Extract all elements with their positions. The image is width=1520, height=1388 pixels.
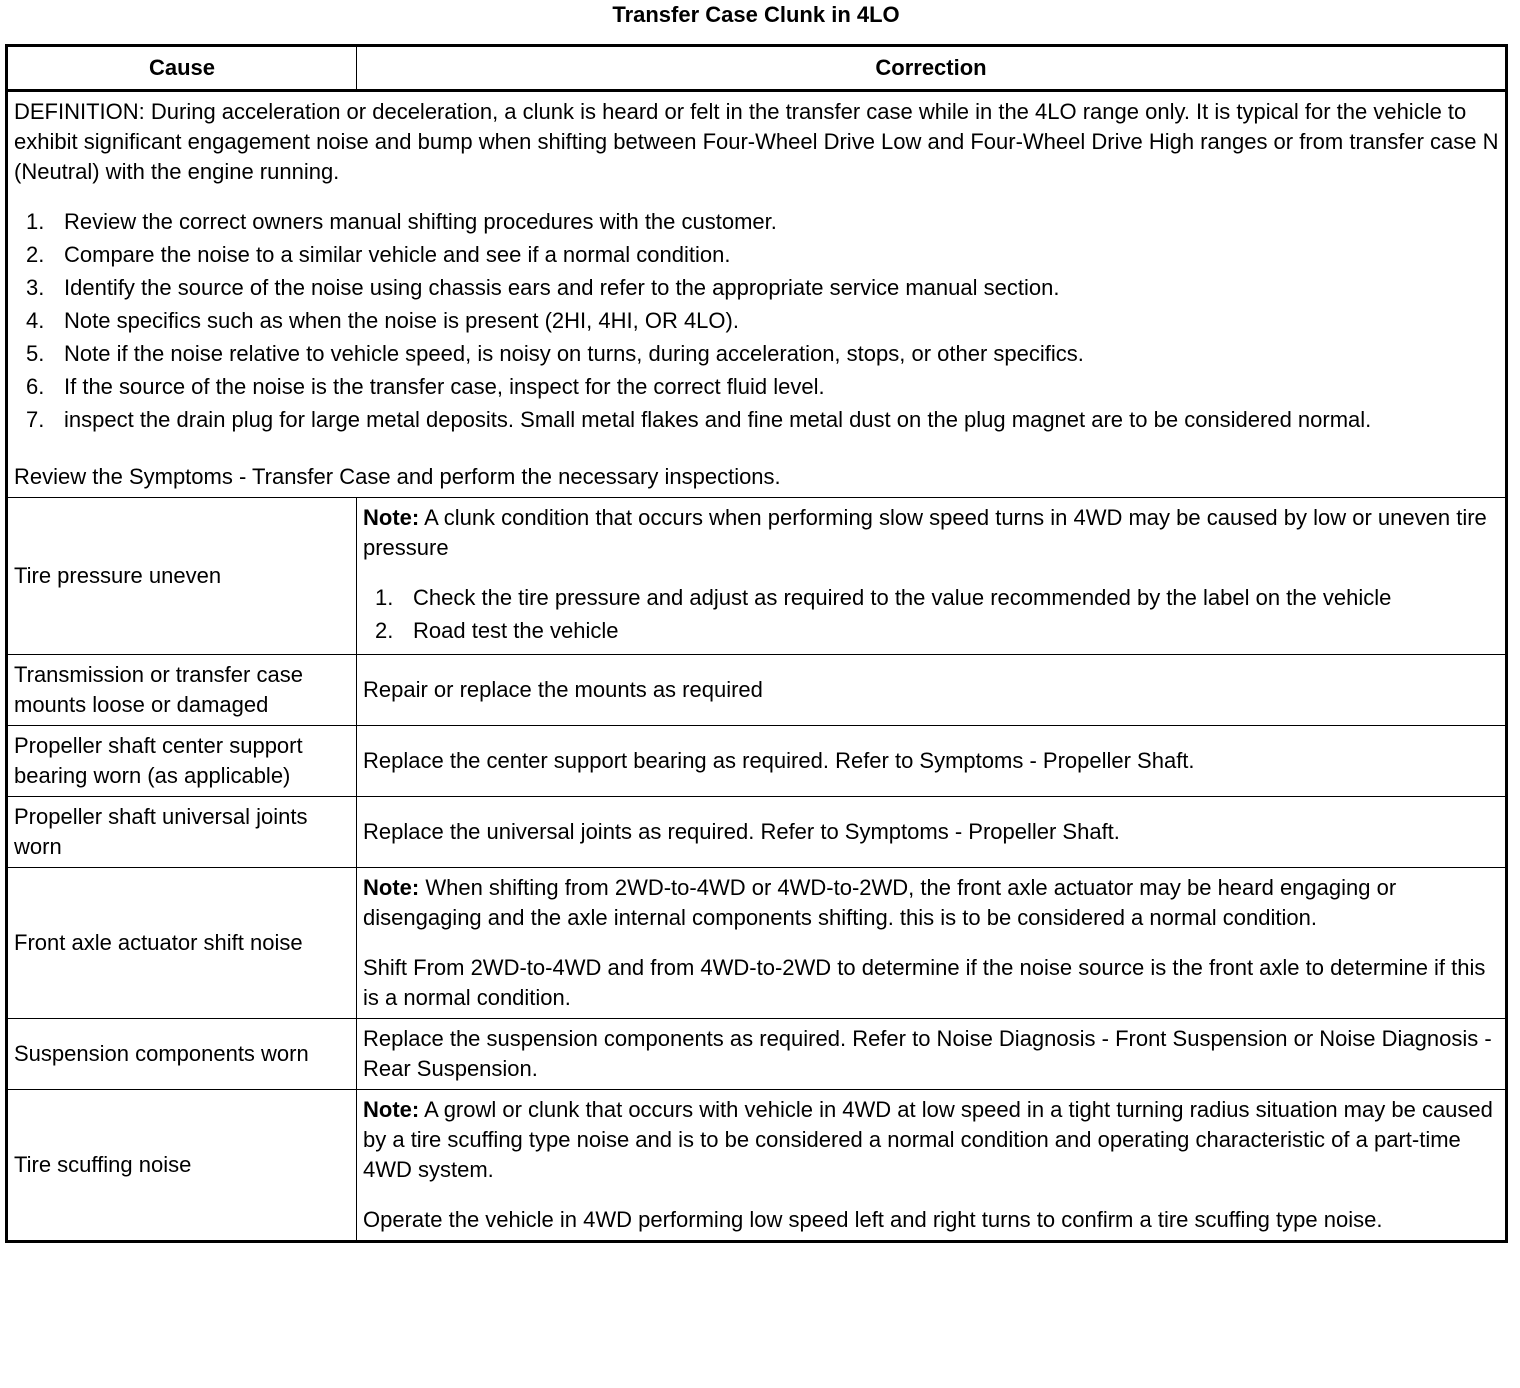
- table-row: [7, 726, 1507, 797]
- cause-cell: Front axle actuator shift noise: [7, 868, 357, 1019]
- list-item: 1. Check the tire pressure and adjust as required to the value recommended by the label on the vehicle: [375, 585, 1392, 610]
- list-item: 7. inspect the drain plug for large metal deposits. Small metal flakes and fine metal dust on the plug magnet are to be considered normal.: [26, 407, 1372, 432]
- definition-text: DEFINITION: During acceleration or deceleration, a clunk is heard or felt in the transfer case while in the 4LO range only. It is typical for the vehicle to exhibit significant engagement noise and bump when shifting between Four-Wheel Drive Low and Four-Wheel Drive High ranges or from transfer case N (Neutral) with the engine running.: [14, 99, 1499, 184]
- note-text: Note: A growl or clunk that occurs with vehicle in 4WD at low speed in a tight turning radius situation may be caused by a tire scuffing type noise and is to be considered a normal condition and operating characteristic of a part-time 4WD system.: [363, 1097, 1493, 1182]
- table-row: [7, 1019, 1507, 1090]
- page-title: Transfer Case Clunk in 4LO: [612, 2, 900, 27]
- cause-cell: Transmission or transfer case mounts loose or damaged: [7, 655, 357, 726]
- note-text: Note: A clunk condition that occurs when performing slow speed turns in 4WD may be caused by low or uneven tire pressure: [363, 505, 1487, 560]
- table-header-row: [7, 46, 1507, 91]
- definition-cell: [7, 91, 1507, 498]
- diagnosis-table: [5, 44, 1508, 1243]
- list-item: 3. Identify the source of the noise using chassis ears and refer to the appropriate service manual section.: [26, 275, 1060, 300]
- correction-cell: Replace the suspension components as required. Refer to Noise Diagnosis - Front Suspension or Noise Diagnosis - Rear Suspension.: [357, 1019, 1507, 1090]
- table-row: [7, 1090, 1507, 1242]
- list-item: 2. Compare the noise to a similar vehicle and see if a normal condition.: [26, 242, 731, 267]
- definition-footer: Review the Symptoms - Transfer Case and perform the necessary inspections.: [14, 464, 781, 489]
- definition-steps: [14, 207, 1499, 435]
- definition-row: [7, 91, 1507, 498]
- cause-cell: Tire scuffing noise: [7, 1090, 357, 1242]
- correction-cell: [357, 868, 1507, 1019]
- cause-cell: Propeller shaft universal joints worn: [7, 797, 357, 868]
- cause-cell: Propeller shaft center support bearing worn (as applicable): [7, 726, 357, 797]
- correction-steps: [363, 583, 1499, 646]
- list-item: 4. Note specifics such as when the noise is present (2HI, 4HI, OR 4LO).: [26, 308, 739, 333]
- correction-cell: [357, 1090, 1507, 1242]
- list-item: 2. Road test the vehicle: [375, 618, 619, 643]
- note-label: Note:: [363, 1097, 420, 1122]
- correction-text: Operate the vehicle in 4WD performing low speed left and right turns to confirm a tire scuffing type noise.: [363, 1207, 1383, 1232]
- correction-cell: Replace the universal joints as required. Refer to Symptoms - Propeller Shaft.: [357, 797, 1507, 868]
- correction-text: Shift From 2WD-to-4WD and from 4WD-to-2WD to determine if the noise source is the front axle to determine if this is a normal condition.: [363, 955, 1486, 1010]
- table-row: [7, 868, 1507, 1019]
- note-label: Note:: [363, 505, 420, 530]
- cause-header: Cause: [7, 46, 357, 91]
- correction-cell: Repair or replace the mounts as required: [357, 655, 1507, 726]
- cause-cell: Tire pressure uneven: [7, 498, 357, 655]
- list-item: 1. Review the correct owners manual shifting procedures with the customer.: [26, 209, 777, 234]
- cause-cell: Suspension components worn: [7, 1019, 357, 1090]
- table-row: [7, 797, 1507, 868]
- list-item: 6. If the source of the noise is the transfer case, inspect for the correct fluid level.: [26, 374, 825, 399]
- note-label: Note:: [363, 875, 420, 900]
- correction-header: Correction: [357, 46, 1507, 91]
- list-item: 5. Note if the noise relative to vehicle speed, is noisy on turns, during acceleration, stops, or other specifics.: [26, 341, 1084, 366]
- correction-cell: [357, 498, 1507, 655]
- correction-cell: Replace the center support bearing as required. Refer to Symptoms - Propeller Shaft.: [357, 726, 1507, 797]
- table-row: [7, 655, 1507, 726]
- note-text: Note: When shifting from 2WD-to-4WD or 4WD-to-2WD, the front axle actuator may be heard engaging or disengaging and the axle internal components shifting. this is to be considered a normal condition.: [363, 875, 1397, 930]
- table-row: [7, 498, 1507, 655]
